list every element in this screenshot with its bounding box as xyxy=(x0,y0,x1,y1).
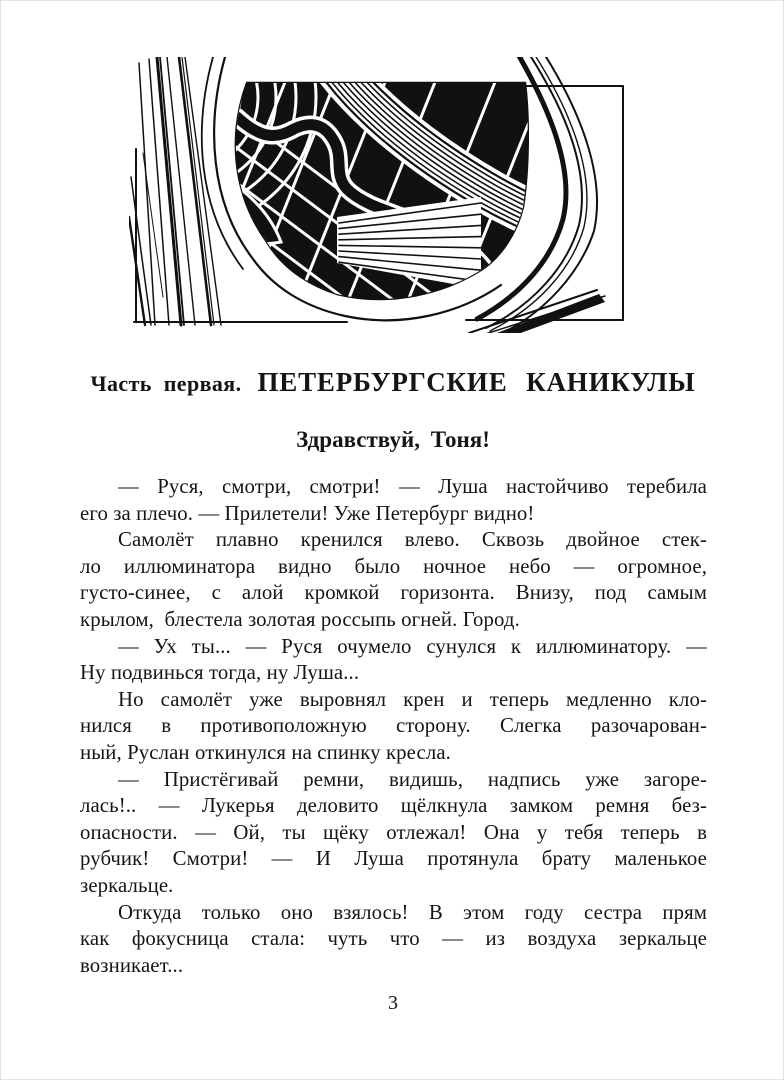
text-line: его за плечо. — Прилетели! Уже Петербург видно! xyxy=(80,501,535,525)
paragraph xyxy=(80,474,707,527)
part-heading xyxy=(1,367,784,398)
text-line: Самолёт плавно кренился влево. Сквозь двойное стек- xyxy=(118,528,707,552)
text-line: рубчик! Смотри! — И Луша протянула брату маленькое xyxy=(80,847,707,871)
text-line: зеркальце. xyxy=(80,873,174,897)
part-label: Часть первая. xyxy=(90,371,242,396)
text-line: возникает... xyxy=(80,953,184,977)
text-line: ный, Руслан откинулся на спинку кресла. xyxy=(80,740,451,764)
chapter-heading: Здравствуй, Тоня! xyxy=(296,427,490,452)
text-line: густо-синее, с алой кромкой горизонта. Внизу, под самым xyxy=(80,581,707,605)
paragraph xyxy=(80,634,707,687)
chapter-illustration xyxy=(129,57,653,333)
text-line: ло иллюминатора видно было ночное небо — огромное, xyxy=(80,554,707,578)
airplane-window-drawing xyxy=(129,57,653,333)
text-line: Ну подвинься тогда, ну Луша... xyxy=(80,661,360,685)
paragraph xyxy=(80,767,707,900)
text-line: — Руся, смотри, смотри! — Луша настойчиво теребила xyxy=(118,475,707,498)
text-line: опасности. — Ой, ты щёку отлежал! Она у тебя теперь в xyxy=(80,820,707,844)
text-line: крылом, блестела золотая россыпь огней. Город. xyxy=(80,607,520,631)
text-line: Откуда только оно взялось! В этом году сестра прям xyxy=(118,900,707,924)
paragraph xyxy=(80,527,707,633)
paragraph xyxy=(80,900,707,980)
part-title: ПЕТЕРБУРГСКИЕ КАНИКУЛЫ xyxy=(257,367,696,397)
text-line: — Ух ты... — Руся очумело сунулся к иллюминатору. — xyxy=(118,634,707,658)
page-number: 3 xyxy=(388,992,398,1014)
body-text xyxy=(80,474,707,979)
paragraph xyxy=(80,687,707,767)
text-line: лась!.. — Лукерья деловито щёлкнула замком ремня без- xyxy=(80,794,707,818)
text-line: как фокусница стала: чуть что — из воздуха зеркальце xyxy=(80,927,707,951)
text-line: нился в противоположную сторону. Слегка разочарован- xyxy=(80,714,707,738)
text-line: — Пристёгивай ремни, видишь, надпись уже загоре- xyxy=(118,767,707,791)
text-line: Но самолёт уже выровнял крен и теперь медленно кло- xyxy=(118,687,707,711)
